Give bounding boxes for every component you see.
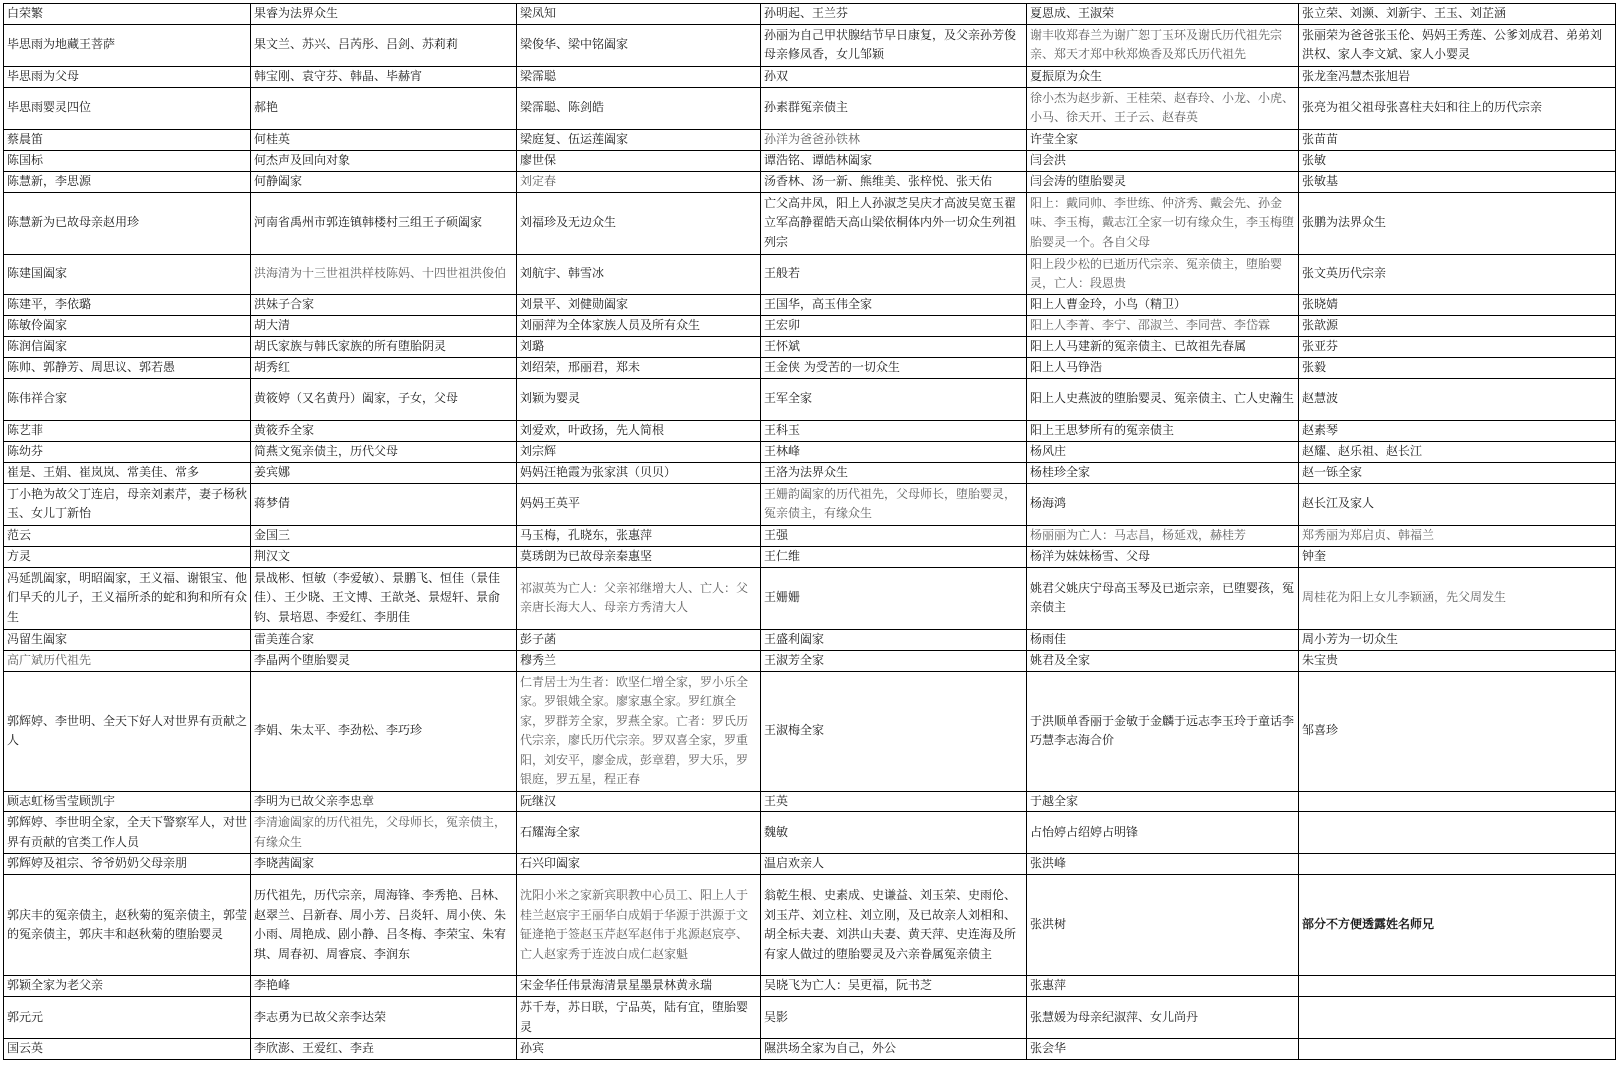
table-row	[4, 24, 1616, 66]
table-row	[4, 567, 1616, 629]
table-cell: 闫会洪	[1027, 150, 1299, 171]
table-cell: 陈幼芬	[4, 441, 251, 462]
table-cell: 谭浩铭、谭皓林阖家	[761, 150, 1027, 171]
table-cell: 张文英历代宗亲	[1299, 254, 1616, 294]
table-cell	[1299, 1039, 1616, 1060]
table-cell: 王洛为法界众生	[761, 462, 1027, 483]
table-cell: 宋金华任伟景海清景星墨景林黄永瑞	[517, 976, 761, 997]
table-cell: 孙明起、王兰芬	[761, 4, 1027, 25]
table-cell: 王淑芳全家	[761, 650, 1027, 671]
table-cell: 果文兰、苏兴、吕芮彤、吕剑、苏莉莉	[251, 24, 517, 66]
table-cell: 陈建国阖家	[4, 254, 251, 294]
table-cell: 金国三	[251, 525, 517, 546]
table-cell: 毕思雨为地藏王菩萨	[4, 24, 251, 66]
table-cell: 范云	[4, 525, 251, 546]
table-cell: 杨风庄	[1027, 441, 1299, 462]
table-cell: 李清逾阖家的历代祖先，父母师长，冤亲债主，有缘众生	[251, 812, 517, 854]
table-cell: 莫琇朗为已故母亲秦惠坚	[517, 546, 761, 567]
table-cell: 刘景平、刘健勋阖家	[517, 294, 761, 315]
table-cell: 胡氏家族与韩氏家族的所有堕胎阴灵	[251, 336, 517, 357]
table-cell: 郭辉婷及祖宗、爷爷奶奶父母亲朋	[4, 854, 251, 875]
table-cell: 马玉梅，孔晓东，张惠萍	[517, 525, 761, 546]
table-cell: 梁霈聪、陈剑皓	[517, 87, 761, 129]
table-cell: 蔡晨笛	[4, 129, 251, 150]
table-cell: 张亮为祖父祖母张喜柱夫妇和往上的历代宗亲	[1299, 87, 1616, 129]
table-cell: 姜宾娜	[251, 462, 517, 483]
table-cell: 石兴印阖家	[517, 854, 761, 875]
table-cell: 苏千寿，苏日联，宁品英，陆有宜，堕胎婴灵	[517, 997, 761, 1039]
table-cell: 崔是、王娟、崔岚岚、常美佳、常多	[4, 462, 251, 483]
table-cell: 隰洪场全家为自己，外公	[761, 1039, 1027, 1060]
table-cell: 景战彬、恒敏（李爱敏）、景鹏飞、恒佳（景佳佳）、王少晓、王文博、王歆尧、景煜轩、景俞钧、景培恩、李爱红、李朋佳	[251, 567, 517, 629]
table-cell: 钟奎	[1299, 546, 1616, 567]
table-cell: 夏恩成、王淑荣	[1027, 4, 1299, 25]
table-cell: 赵耀、赵乐祖、赵长江	[1299, 441, 1616, 462]
table-cell: 王淑梅全家	[761, 671, 1027, 791]
table-cell: 梁凤知	[517, 4, 761, 25]
table-cell: 方灵	[4, 546, 251, 567]
table-row	[4, 357, 1616, 378]
table-cell: 历代祖先，历代宗亲，周海锋、李秀艳、吕林、赵翠兰、吕新春、周小芳、吕炎轩、周小侠、朱小雨、周艳成、剧小静、吕冬梅、李荣宝、朱宥琪、周春初、周睿宸、李润东	[251, 875, 517, 976]
table-cell: 赵长江及家人	[1299, 483, 1616, 525]
table-cell: 梁霈聪	[517, 66, 761, 87]
table-row	[4, 1039, 1616, 1060]
table-row	[4, 875, 1616, 976]
table-cell: 陈敏伶阖家	[4, 315, 251, 336]
table-cell: 王科玉	[761, 420, 1027, 441]
table-row	[4, 378, 1616, 420]
table-cell: 阳上人李菁、李宁、邵淑兰、李同营、李岱霖	[1027, 315, 1299, 336]
table-cell: 国云英	[4, 1039, 251, 1060]
table-cell: 王怀斌	[761, 336, 1027, 357]
table-cell: 妈妈汪艳霞为张家淇（贝贝）	[517, 462, 761, 483]
table-cell: 刘福珍及无边众生	[517, 192, 761, 254]
table-cell: 杨雨佳	[1027, 629, 1299, 650]
table-cell: 王军全家	[761, 378, 1027, 420]
table-cell: 张会华	[1027, 1039, 1299, 1060]
table-cell: 王国华，高玉伟全家	[761, 294, 1027, 315]
table-cell: 张立荣、刘濒、刘新宇、王玉、刘芷涵	[1299, 4, 1616, 25]
table-cell: 张敏基	[1299, 171, 1616, 192]
table-row	[4, 629, 1616, 650]
table-cell: 徐小杰为赵步新、王桂荣、赵春玲、小龙、小虎、小马、徐天开、王子云、赵春英	[1027, 87, 1299, 129]
table-cell: 张洪树	[1027, 875, 1299, 976]
table-cell: 胡秀红	[251, 357, 517, 378]
table-cell: 陈慧新为已故母亲赵用珍	[4, 192, 251, 254]
table-cell: 毕思雨婴灵四位	[4, 87, 251, 129]
table-cell: 王姗韵阖家的历代祖先，父母师长，堕胎婴灵，冤亲债主，有缘众生	[761, 483, 1027, 525]
table-cell: 许莹全家	[1027, 129, 1299, 150]
table-cell: 王般若	[761, 254, 1027, 294]
table-cell: 郭颖全家为老父亲	[4, 976, 251, 997]
table-cell: 毕思雨为父母	[4, 66, 251, 87]
table-cell: 王林峰	[761, 441, 1027, 462]
table-row	[4, 192, 1616, 254]
table-cell: 陈艺菲	[4, 420, 251, 441]
table-row	[4, 315, 1616, 336]
table-cell: 亡父高井凤，阳上人孙淑芝吴庆才高波吴宽玉翟立军高静翟皓天高山梁依桐体内外一切众生列祖列宗	[761, 192, 1027, 254]
table-cell: 陈伟祥合家	[4, 378, 251, 420]
table-row	[4, 546, 1616, 567]
table-cell: 仁青居士为生者：欧坚仁增全家，罗小乐全家。罗银娥全家。廖家惠全家。罗红旗全家，罗群芳全家，罗燕全家。亡者：罗氏历代宗亲，廖氏历代宗亲。罗双喜全家，罗重阳，刘安平，廖金成，彭章碧，罗大乐，罗银庭，罗五星，程正春	[517, 671, 761, 791]
table-cell: 阮继汉	[517, 791, 761, 812]
table-row	[4, 525, 1616, 546]
table-cell: 黄筱乔全家	[251, 420, 517, 441]
table-cell: 阳上人马建新的冤亲债主、已故祖先春属	[1027, 336, 1299, 357]
table-cell: 张慧媛为母亲纪淑萍、女儿尚丹	[1027, 997, 1299, 1039]
table-cell: 郭辉婷、李世明、全天下好人对世界有贡献之人	[4, 671, 251, 791]
table-cell: 夏振原为众生	[1027, 66, 1299, 87]
dedication-list-table	[3, 3, 1616, 1060]
table-cell: 陈国标	[4, 150, 251, 171]
table-cell: 陈建平，李依璐	[4, 294, 251, 315]
table-cell: 郑秀丽为郑启贞、韩福兰	[1299, 525, 1616, 546]
table-cell: 李娟、朱太平、李劲松、李巧珍	[251, 671, 517, 791]
table-cell: 彭子菡	[517, 629, 761, 650]
table-cell: 何静阖家	[251, 171, 517, 192]
table-cell: 简燕文冤亲债主，历代父母	[251, 441, 517, 462]
table-cell: 冯延凯阖家，明昭阖家，王义福、谢银宝、他们早夭的儿子，王义福所杀的蛇和狗和所有众生	[4, 567, 251, 629]
table-row	[4, 129, 1616, 150]
table-cell: 阳上人史燕波的堕胎婴灵、冤亲债主、亡人史瀚生	[1027, 378, 1299, 420]
table-cell: 郭庆丰的冤亲债主，赵秋菊的冤亲债主，郭莹的冤亲债主，郭庆丰和赵秋菊的堕胎婴灵	[4, 875, 251, 976]
table-cell: 何杰声及回向对象	[251, 150, 517, 171]
table-cell: 阳上段少松的已逝历代宗亲、冤亲债主，堕胎婴灵，亡人：段恩贵	[1027, 254, 1299, 294]
table-cell: 王宏卯	[761, 315, 1027, 336]
table-cell: 张晓婧	[1299, 294, 1616, 315]
table-cell: 陈帅、郭静芳、周思议、郭若愚	[4, 357, 251, 378]
table-row	[4, 336, 1616, 357]
table-cell: 郭辉婷、李世明全家，全天下警察军人，对世界有贡献的官类工作人员	[4, 812, 251, 854]
table-cell: 周小芳为一切众生	[1299, 629, 1616, 650]
table-cell: 郭元元	[4, 997, 251, 1039]
table-cell: 蒋梦倩	[251, 483, 517, 525]
table-cell: 吴晓飞为亡人：吴更福，阮书芝	[761, 976, 1027, 997]
table-cell: 刘绍荣，邢丽君，郑未	[517, 357, 761, 378]
table-cell: 朱宝贵	[1299, 650, 1616, 671]
table-cell: 刘璐	[517, 336, 761, 357]
table-cell: 刘颖为婴灵	[517, 378, 761, 420]
table-cell: 张毅	[1299, 357, 1616, 378]
table-cell	[1299, 812, 1616, 854]
table-cell: 刘定春	[517, 171, 761, 192]
table-cell: 王英	[761, 791, 1027, 812]
table-cell: 刘宗辉	[517, 441, 761, 462]
table-cell: 李晶两个堕胎婴灵	[251, 650, 517, 671]
table-cell: 谢丰收郑春兰为谢广恕丁玉环及谢氏历代祖先宗亲、郑天才郑中秋郑焕香及郑氏历代祖先	[1027, 24, 1299, 66]
table-cell: 刘爱欢，叶政扬，先人简根	[517, 420, 761, 441]
table-cell: 张苗苗	[1299, 129, 1616, 150]
table-cell: 果睿为法界众生	[251, 4, 517, 25]
table-cell: 阳上王思梦所有的冤亲债主	[1027, 420, 1299, 441]
table-cell: 姚君及全家	[1027, 650, 1299, 671]
table-cell: 杨洋为妹妹杨雪、父母	[1027, 546, 1299, 567]
table-cell: 王盛利阖家	[761, 629, 1027, 650]
table-cell: 汤香林、汤一新、熊维美、张梓悦、张天佑	[761, 171, 1027, 192]
table-cell: 孙素群冤亲债主	[761, 87, 1027, 129]
table-cell: 孙双	[761, 66, 1027, 87]
table-cell: 冯留生阖家	[4, 629, 251, 650]
table-row	[4, 4, 1616, 25]
table-cell: 雷美莲合家	[251, 629, 517, 650]
table-cell: 孙洋为爸爸孙铁林	[761, 129, 1027, 150]
table-row	[4, 854, 1616, 875]
table-cell: 刘航宇、韩雪冰	[517, 254, 761, 294]
table-cell: 阳上人曹金玲，小鸟（精卫）	[1027, 294, 1299, 315]
table-cell: 张亚芬	[1299, 336, 1616, 357]
table-row	[4, 420, 1616, 441]
table-row	[4, 66, 1616, 87]
table-cell: 孙宾	[517, 1039, 761, 1060]
table-cell: 占怡婷占绍婷占明锋	[1027, 812, 1299, 854]
table-cell: 于洪顺单香丽于金敏于金麟于远志李玉玲于童话李巧慧李志海合价	[1027, 671, 1299, 791]
table-cell: 张洪峰	[1027, 854, 1299, 875]
table-cell: 河南省禹州市郭连镇韩楼村三组王子硕阖家	[251, 192, 517, 254]
table-row	[4, 812, 1616, 854]
table-row	[4, 997, 1616, 1039]
table-cell: 赵慧波	[1299, 378, 1616, 420]
table-cell: 顾志虹杨雪莹顾凯宇	[4, 791, 251, 812]
table-cell: 沈阳小米之家新宾职教中心员工、阳上人于桂兰赵宸宇王丽华白成娟于华源于洪源于文钲逄艳于签赵玉芹赵军赵伟于兆源赵宸亭、亡人赵家秀于连波白成仁赵家魁	[517, 875, 761, 976]
table-row	[4, 150, 1616, 171]
table-cell: 李欣澎、王爱红、李垚	[251, 1039, 517, 1060]
table-cell: 妈妈王英平	[517, 483, 761, 525]
table-cell: 郝艳	[251, 87, 517, 129]
table-cell: 张惠萍	[1027, 976, 1299, 997]
table-cell: 穆秀兰	[517, 650, 761, 671]
table-row	[4, 294, 1616, 315]
table-cell: 黄筱婷（又名黄丹）阖家，子女，父母	[251, 378, 517, 420]
table-cell: 王金侠 为受苦的一切众生	[761, 357, 1027, 378]
table-cell	[1299, 854, 1616, 875]
table-cell: 张敏	[1299, 150, 1616, 171]
table-cell: 廖世保	[517, 150, 761, 171]
table-cell: 高广斌历代祖先	[4, 650, 251, 671]
table-row	[4, 171, 1616, 192]
table-cell: 部分不方便透露姓名师兄	[1299, 875, 1616, 976]
table-cell: 赵素琴	[1299, 420, 1616, 441]
table-cell: 温启欢亲人	[761, 854, 1027, 875]
table-body	[4, 4, 1616, 1060]
table-cell: 阳上：戴同帅、李世练、仲济秀、戴会先、孙金味、李玉梅，戴志江全家一切有缘众生，李玉梅堕胎婴灵一个。各自父母	[1027, 192, 1299, 254]
table-row	[4, 483, 1616, 525]
table-cell: 李晓茜阖家	[251, 854, 517, 875]
table-row	[4, 976, 1616, 997]
table-cell	[1299, 997, 1616, 1039]
table-cell: 杨海鸿	[1027, 483, 1299, 525]
table-cell: 刘丽萍为全体家族人员及所有众生	[517, 315, 761, 336]
table-cell: 丁小艳为故父丁连启，母亲刘素芹，妻子杨秋玉、女儿丁新怡	[4, 483, 251, 525]
table-cell: 张龙奎冯慧杰张旭岩	[1299, 66, 1616, 87]
table-cell: 祁淑英为亡人：父亲祁继增大人、亡人：父亲唐长海大人、母亲方秀清大人	[517, 567, 761, 629]
table-cell: 于越全家	[1027, 791, 1299, 812]
table-cell: 梁俊华、梁中铭阖家	[517, 24, 761, 66]
table-cell: 何桂英	[251, 129, 517, 150]
table-cell: 李明为已故父亲李忠章	[251, 791, 517, 812]
table-cell: 杨桂珍全家	[1027, 462, 1299, 483]
table-cell: 石耀海全家	[517, 812, 761, 854]
table-cell: 邹喜珍	[1299, 671, 1616, 791]
table-cell: 白荣繁	[4, 4, 251, 25]
table-cell: 陈慧新，李思源	[4, 171, 251, 192]
table-row	[4, 441, 1616, 462]
table-cell: 孙丽为自己甲状腺结节早日康复，及父亲孙芳俊母亲修凤香，女儿邹颖	[761, 24, 1027, 66]
table-cell: 张鹏为法界众生	[1299, 192, 1616, 254]
table-cell: 杨丽丽为亡人：马志昌，杨延戏，赫桂芳	[1027, 525, 1299, 546]
table-cell	[1299, 976, 1616, 997]
table-cell: 吴影	[761, 997, 1027, 1039]
table-cell: 张歆源	[1299, 315, 1616, 336]
table-cell: 姚君父姚庆宁母高玉琴及已逝宗亲，已堕婴孩，冤亲债主	[1027, 567, 1299, 629]
table-cell	[1299, 791, 1616, 812]
table-cell: 洪海清为十三世祖洪样枝陈妈、十四世祖洪俊伯	[251, 254, 517, 294]
table-cell: 魏敏	[761, 812, 1027, 854]
table-cell: 陈润信阖家	[4, 336, 251, 357]
table-cell: 荆汉文	[251, 546, 517, 567]
table-cell: 闫会涛的堕胎婴灵	[1027, 171, 1299, 192]
table-row	[4, 650, 1616, 671]
table-cell: 胡大清	[251, 315, 517, 336]
table-row	[4, 87, 1616, 129]
table-cell: 洪妹子合家	[251, 294, 517, 315]
table-cell: 王强	[761, 525, 1027, 546]
table-cell: 赵一铄全家	[1299, 462, 1616, 483]
table-cell: 李志勇为已故父亲李达荣	[251, 997, 517, 1039]
table-cell: 王仁维	[761, 546, 1027, 567]
table-cell: 阳上人马铮浩	[1027, 357, 1299, 378]
table-cell: 周桂花为阳上女儿李颖涵，先父周发生	[1299, 567, 1616, 629]
table-cell: 韩宝刚、袁守芬、韩晶、毕赫宵	[251, 66, 517, 87]
table-cell: 张丽荣为爸爸张玉伦、妈妈王秀莲、公爹刘成君、弟弟刘洪权、家人李文斌、家人小婴灵	[1299, 24, 1616, 66]
table-row	[4, 462, 1616, 483]
table-cell: 翁乾生根、史素成、史谦益、刘玉荣、史雨伦、刘玉芹、刘立柱、刘立刚，及已故亲人刘相和、胡全标夫妻、刘洪山夫妻、黄天萍、史连海及所有家人做过的堕胎婴灵及六亲眷属冤亲债主	[761, 875, 1027, 976]
table-cell: 梁庭复、伍运莲阖家	[517, 129, 761, 150]
table-cell: 李艳峰	[251, 976, 517, 997]
table-row	[4, 671, 1616, 791]
table-cell: 王姗姗	[761, 567, 1027, 629]
table-row	[4, 791, 1616, 812]
table-row	[4, 254, 1616, 294]
